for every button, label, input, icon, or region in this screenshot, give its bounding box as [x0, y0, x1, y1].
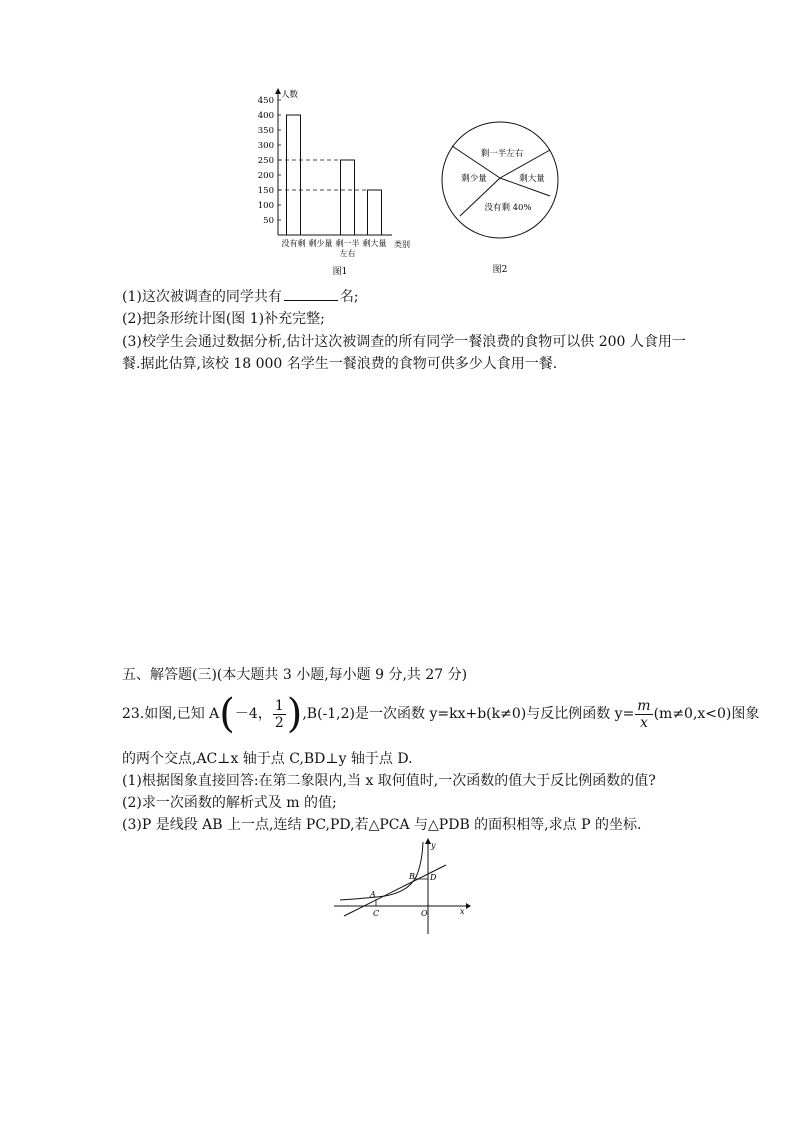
q23-part-1: (1)根据图象直接回答:在第二象限内,当 x 取何值时,一次函数的值大于反比例函数的值?	[122, 773, 656, 789]
y-tick-label: 200	[257, 171, 274, 181]
fraction-x: x	[639, 714, 648, 731]
q23-part-3: (3)P 是线段 AB 上一点,连结 PC,PD,若△PCA 与△PDB 的面积相等,求点 P 的坐标.	[122, 817, 642, 833]
function-graph	[330, 836, 475, 936]
pie-label-none: 没有剩 40%	[484, 203, 532, 213]
label-a: A	[370, 890, 376, 899]
y-tick-label: 250	[257, 156, 274, 166]
q23-mid: ,B(-1,2)是一次函数 y=kx+b(k≠0)与反比例函数 y=	[302, 706, 635, 722]
q23-statement	[122, 690, 759, 738]
fraction-m: m	[637, 697, 651, 714]
x-axis-label: 类别	[394, 240, 410, 249]
pie-label-lot: 剩大量	[519, 174, 545, 184]
y-tick-label: 400	[257, 111, 274, 121]
category-label: 剩大量	[362, 239, 387, 248]
question-3-line-2: 餐.据此估算,该校 18 000 名学生一餐浪费的食物可供多少人食用一餐.	[122, 356, 558, 372]
hyperbola-curve	[340, 842, 423, 900]
category-label: 没有剩	[281, 239, 306, 248]
point-a-x: －4，	[234, 706, 272, 722]
bar	[341, 160, 355, 235]
y-tick-label: 350	[257, 126, 274, 136]
bar	[287, 115, 301, 235]
question-2: (2)把条形统计图(图 1)补充完整;	[122, 311, 325, 327]
pie-label-half: 剩一半左右	[480, 149, 524, 159]
label-x: x	[460, 907, 465, 916]
label-o: O	[421, 909, 428, 918]
fraction-denominator: 2	[274, 714, 284, 731]
q23-part-2: (2)求一次函数的解析式及 m 的值;	[122, 795, 337, 811]
q23-prefix: 23.如图,已知 A	[122, 706, 220, 722]
y-tick-label: 100	[257, 201, 274, 211]
pie-label-little: 剩少量	[461, 174, 487, 184]
bar-chart-caption: 图1	[332, 267, 348, 277]
question-1	[122, 288, 359, 306]
label-c: C	[373, 909, 380, 918]
label-y: y	[431, 841, 436, 850]
y-tick-label: 450	[257, 96, 274, 106]
category-label: 剩少量	[308, 239, 333, 248]
fraction-numerator: 1	[274, 697, 284, 714]
category-label: 剩一半	[335, 239, 360, 248]
label-d: D	[430, 873, 437, 882]
y-tick-label: 50	[263, 216, 274, 226]
answer-blank	[284, 288, 338, 301]
y-tick-label: 150	[257, 186, 274, 196]
point-a-y-fraction	[273, 698, 286, 731]
y-tick-label: 300	[257, 141, 274, 151]
category-label: 左右	[339, 249, 356, 258]
pie-chart	[440, 120, 560, 280]
q1-text-end: 名;	[339, 289, 359, 305]
q1-text: (1)这次被调查的同学共有	[122, 289, 282, 305]
pie-caption: 图2	[492, 265, 508, 275]
x-axis-arrow	[466, 903, 471, 909]
m-over-x-fraction	[635, 698, 652, 731]
label-b: B	[409, 872, 415, 881]
section-title: 五、解答题(三)(本大题共 3 小题,每小题 9 分,共 27 分)	[122, 667, 468, 683]
right-paren: )	[286, 691, 303, 737]
bar	[368, 190, 382, 235]
bar-chart	[240, 88, 440, 283]
y-axis-label: 人数	[281, 90, 299, 100]
question-3-line-1: (3)校学生会通过数据分析,估计这次被调查的所有同学一餐浪费的食物可以供 200 人食用一	[122, 334, 686, 350]
left-paren: (	[219, 691, 235, 737]
q23-suffix: (m≠0,x<0)图象	[653, 706, 760, 722]
q23-line-2: 的两个交点,AC⊥x 轴于点 C,BD⊥y 轴于点 D.	[122, 751, 413, 767]
